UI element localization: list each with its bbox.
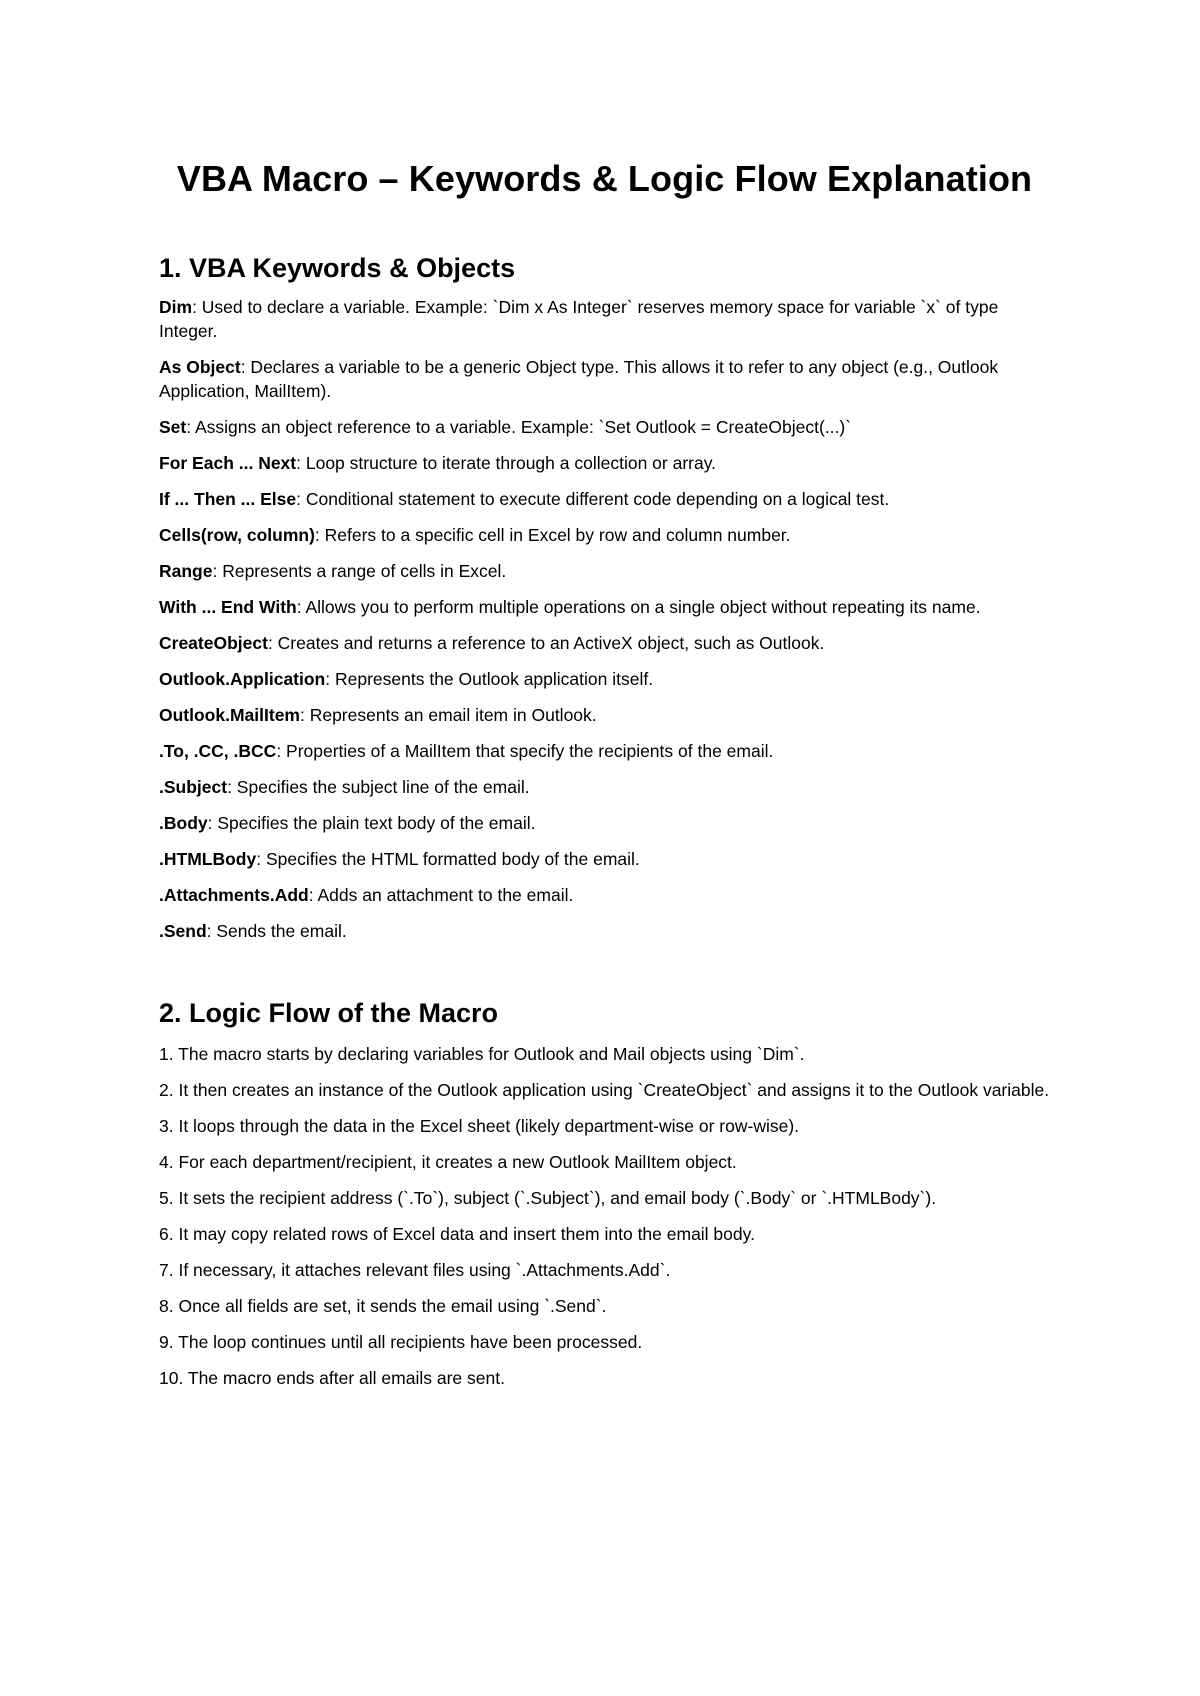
keyword-description: : Specifies the HTML formatted body of the email. [256,849,640,869]
logic-step: 8. Once all fields are set, it sends the email using `.Send`. [159,1296,607,1316]
keyword-entry-dim [159,295,1050,343]
keyword-term: For Each ... Next [159,453,297,473]
keyword-term: .Send [159,921,207,941]
keyword-description: : Specifies the subject line of the email. [227,777,530,797]
keyword-term: With ... End With [159,597,297,617]
keyword-description: : Refers to a specific cell in Excel by row and column number. [314,525,791,545]
keyword-entry-outlook-mailitem [159,703,1050,727]
keyword-term: .To, .CC, .BCC [159,741,277,761]
keyword-description: : Represents an email item in Outlook. [299,705,597,725]
keyword-term: CreateObject [159,633,268,653]
keyword-entry-subject [159,775,1050,799]
keyword-entry-htmlbody [159,847,1050,871]
section-heading-logic-flow: 2. Logic Flow of the Macro [159,998,499,1028]
keyword-description: : Properties of a MailItem that specify the recipients of the email. [276,741,774,761]
keyword-description: : Creates and returns a reference to an ActiveX object, such as Outlook. [267,633,825,653]
keyword-entry-for-each [159,451,1050,475]
keyword-description: : Used to declare a variable. Example: `Dim x As Integer` reserves memory space for variable `x` of type Integer. [159,297,999,341]
keyword-term: Outlook.Application [159,669,326,689]
keyword-term: Set [159,417,187,437]
keyword-entry-set [159,415,1050,439]
keyword-term: .Attachments.Add [159,885,309,905]
keyword-entry-cells [159,523,1050,547]
keyword-entry-body [159,811,1050,835]
keyword-entry-createobject [159,631,1050,655]
keyword-term: As Object [159,357,241,377]
logic-step: 4. For each department/recipient, it creates a new Outlook MailItem object. [159,1152,737,1172]
logic-step: 2. It then creates an instance of the Outlook application using `CreateObject` and assigns it to the Outlook variable. [159,1080,1050,1100]
logic-flow-steps [159,1042,1050,1390]
keyword-entry-attachments-add [159,883,1050,907]
keyword-term: Dim [159,297,193,317]
keyword-entry-with [159,595,1050,619]
keyword-term: Cells(row, column) [159,525,315,545]
keyword-term: Range [159,561,213,581]
keyword-description: : Loop structure to iterate through a collection or array. [296,453,717,473]
logic-step: 10. The macro ends after all emails are sent. [159,1368,505,1388]
keyword-description: : Represents the Outlook application itself. [325,669,654,689]
section-heading-keywords: 1. VBA Keywords & Objects [159,253,516,283]
keyword-entry-outlook-application [159,667,1050,691]
keyword-term: If ... Then ... Else [159,489,297,509]
keyword-term: .HTMLBody [159,849,257,869]
keyword-entry-send [159,919,1050,943]
keyword-term: .Body [159,813,208,833]
keyword-description: : Sends the email. [206,921,347,941]
keyword-description: : Conditional statement to execute different code depending on a logical test. [296,489,890,509]
logic-step: 5. It sets the recipient address (`.To`), subject (`.Subject`), and email body (`.Body` or `.HTMLBody`). [159,1188,937,1208]
keyword-description: : Represents a range of cells in Excel. [212,561,507,581]
keyword-entry-range [159,559,1050,583]
logic-step: 6. It may copy related rows of Excel data and insert them into the email body. [159,1224,755,1244]
keyword-description: : Specifies the plain text body of the email. [207,813,536,833]
keyword-list [159,295,1050,943]
logic-step: 1. The macro starts by declaring variables for Outlook and Mail objects using `Dim`. [159,1044,805,1064]
keyword-description: : Adds an attachment to the email. [308,885,574,905]
logic-step: 9. The loop continues until all recipients have been processed. [159,1332,643,1352]
document-title: VBA Macro – Keywords & Logic Flow Explanation [176,158,1033,199]
keyword-term: Outlook.MailItem [159,705,300,725]
logic-step: 3. It loops through the data in the Excel sheet (likely department-wise or row-wise). [159,1116,800,1136]
keyword-entry-recipients [159,739,1050,763]
keyword-entry-as-object [159,355,1050,403]
keyword-description: : Assigns an object reference to a variable. Example: `Set Outlook = CreateObject(...)` [186,417,852,437]
keyword-term: .Subject [159,777,228,797]
keyword-description: : Allows you to perform multiple operations on a single object without repeating its name. [296,597,981,617]
logic-step: 7. If necessary, it attaches relevant files using `.Attachments.Add`. [159,1260,671,1280]
keyword-entry-if-then-else [159,487,1050,511]
keyword-description: : Declares a variable to be a generic Object type. This allows it to refer to any object (e.g., Outlook Application, MailItem). [159,357,999,401]
